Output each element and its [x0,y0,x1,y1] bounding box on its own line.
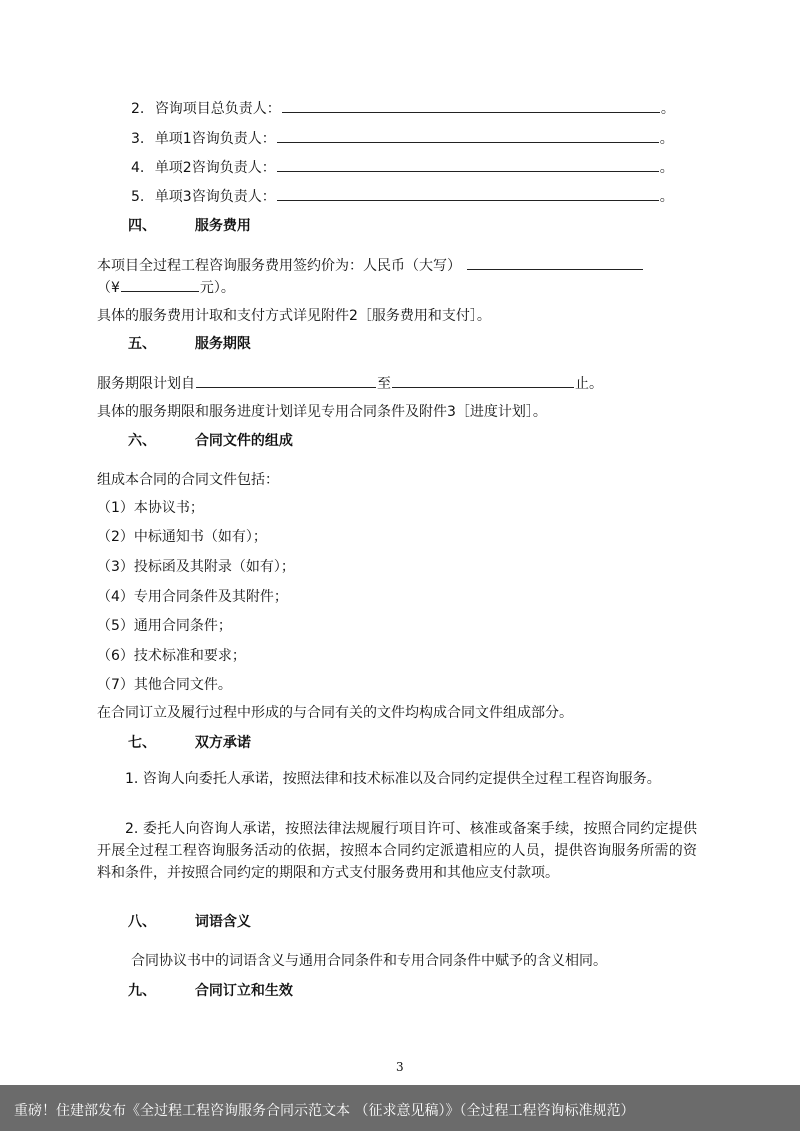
fee-line [97,255,644,275]
section-title: 服务期限 [194,336,251,352]
item-end: 。 [659,131,674,147]
period-end-blank [392,373,574,388]
period-label: 服务期限计划自 [97,376,195,392]
documents-closing: 在合同订立及履行过程中形成的与合同有关的文件均构成合同文件组成部分。 [97,705,573,721]
name-blank [282,98,660,113]
document-list-item: （4）专用合同条件及其附件； [97,589,288,605]
responsible-item [131,157,674,177]
item-number: 3. [131,131,145,147]
fee-currency-open: （¥ [97,280,120,296]
section-heading-commitments [128,732,251,752]
fee-line-2 [97,277,235,297]
period-end: 止。 [575,376,603,392]
name-blank [277,186,659,201]
period-start-blank [196,373,376,388]
commitment-paragraph: 2. 委托人向咨询人承诺，按照法律法规履行项目许可、核准或备案手续，按照合同约定提供开展全过程工程咨询服务活动的依据，按照本合同约定派遣相应的人员，提供咨询服务所需的资料和条件，并按照合同约定的期限和方式支付服务费用和其他应支付款项。 [97,821,697,881]
fee-detail: 具体的服务费用计取和支付方式详见附件2［服务费用和支付］。 [97,308,491,324]
document-list-item: （7）其他合同文件。 [97,677,232,693]
documents-intro: 组成本合同的合同文件包括： [97,472,279,488]
item-number: 5. [131,189,145,205]
fee-label: 本项目全过程工程咨询服务费用签约价为：人民币（大写） [97,258,461,274]
definitions-paragraph: 合同协议书中的词语含义与通用合同条件和专用合同条件中赋予的含义相同。 [131,953,607,969]
section-heading-documents [128,430,293,450]
section-heading-fee [128,215,251,235]
section-number: 六、 [128,433,156,449]
responsible-item [131,128,674,148]
footer-banner [0,1085,800,1131]
document-list-item: （6）技术标准和要求； [97,648,246,664]
commitment-paragraph: 1. 咨询人向委托人承诺，按照法律和技术标准以及合同约定提供全过程工程咨询服务。 [125,771,661,787]
document-list-item: （3）投标函及其附录（如有）； [97,559,295,575]
name-blank [277,157,659,172]
footer-text: 重磅！住建部发布《全过程工程咨询服务合同示范文本 （征求意见稿）》（全过程工程咨询标准规范） [14,1103,635,1119]
period-line [97,373,603,393]
document-list-item: （2）中标通知书（如有）； [97,529,267,545]
item-label: 单项2咨询负责人： [154,160,276,176]
document-list-item: （1）本协议书； [97,500,204,516]
name-blank [277,128,659,143]
item-label: 单项3咨询负责人： [154,189,276,205]
section-title: 合同订立和生效 [194,983,293,999]
section-number: 八、 [128,914,156,930]
section-title: 双方承诺 [194,735,251,751]
section-title: 合同文件的组成 [194,433,293,449]
item-number: 4. [131,160,145,176]
section-number: 七、 [128,735,156,751]
section-heading-formation [128,980,293,1000]
fee-currency-close: 元）。 [199,280,235,296]
section-heading-period [128,333,251,353]
period-to: 至 [377,376,391,392]
section-heading-definitions [128,911,251,931]
responsible-item [131,98,675,118]
item-end: 。 [659,160,674,176]
page-number: 3 [396,1060,404,1074]
section-title: 服务费用 [194,218,251,234]
section-number: 五、 [128,336,156,352]
period-detail: 具体的服务期限和服务进度计划详见专用合同条件及附件3［进度计划］。 [97,404,547,420]
item-number: 2. [131,101,145,117]
fee-amount-blank [121,277,199,292]
responsible-item [131,186,674,206]
document-list-item: （5）通用合同条件； [97,618,232,634]
item-end: 。 [659,189,674,205]
section-number: 九、 [128,983,156,999]
section-number: 四、 [128,218,156,234]
item-end: 。 [660,101,675,117]
item-label: 单项1咨询负责人： [154,131,276,147]
section-title: 词语含义 [194,914,251,930]
fee-uppercase-blank [467,255,643,270]
item-label: 咨询项目总负责人： [154,101,281,117]
